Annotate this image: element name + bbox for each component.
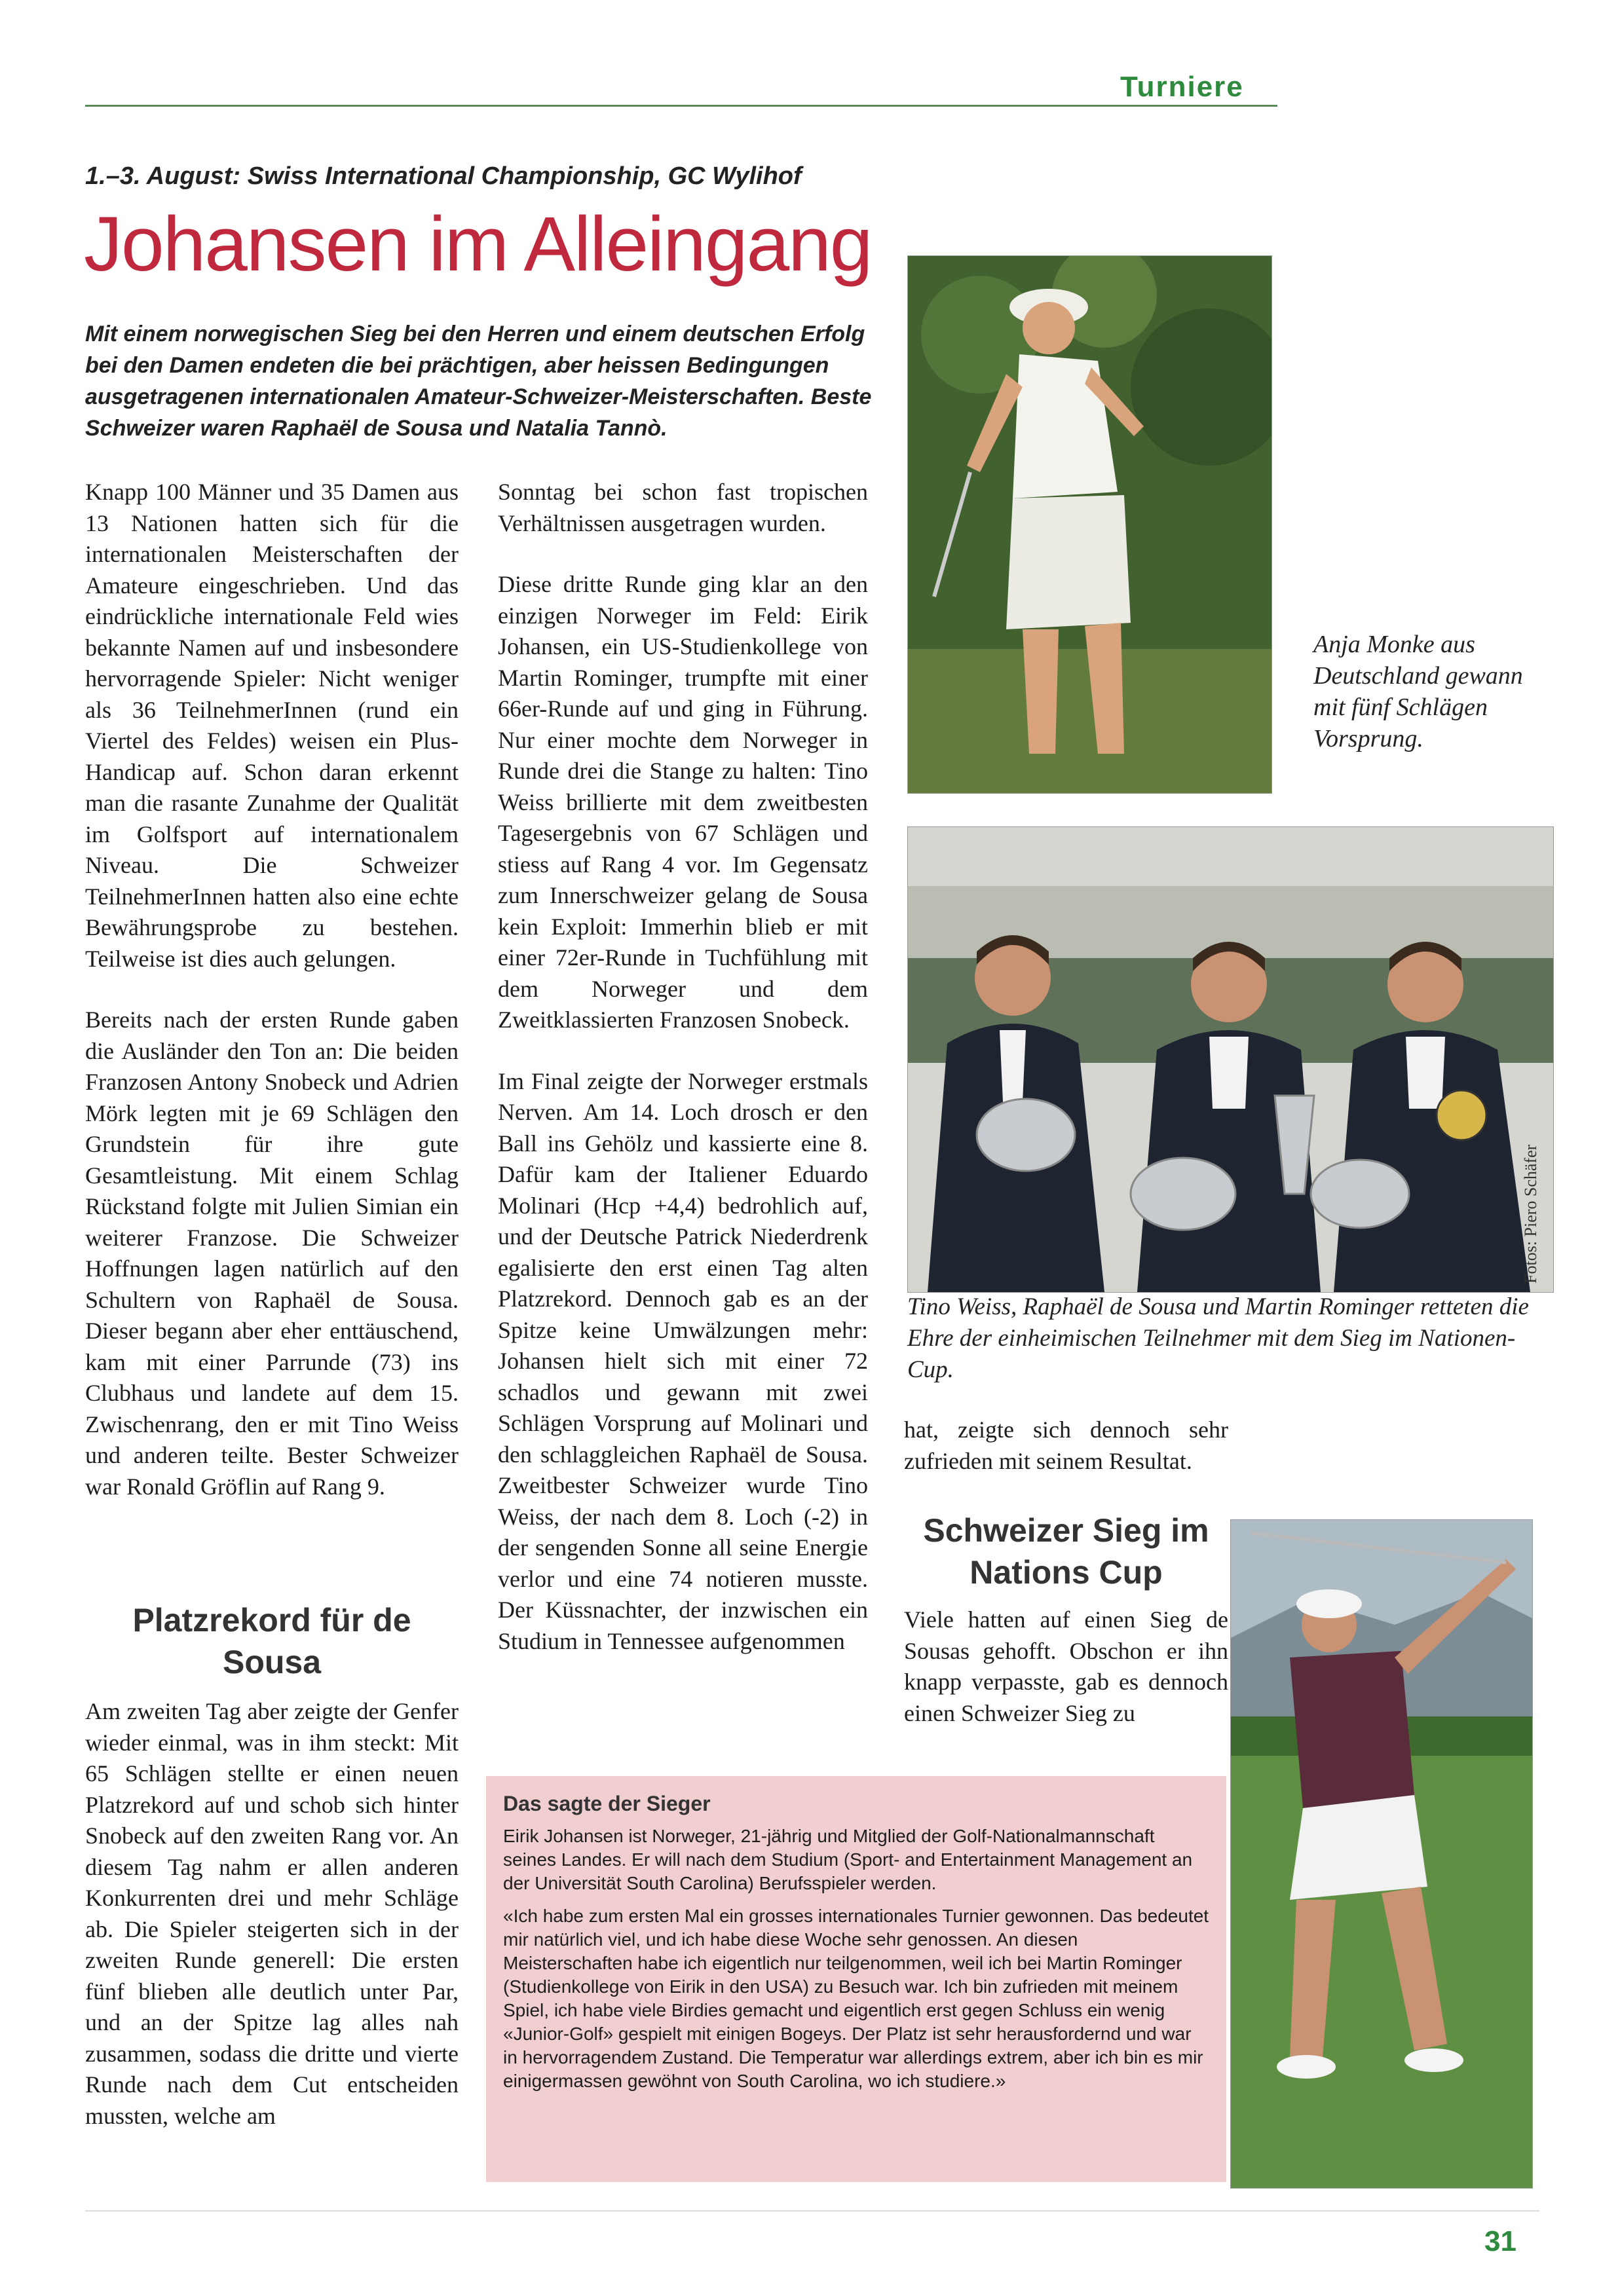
footer-rule bbox=[85, 2210, 1539, 2212]
header-rule bbox=[85, 105, 1277, 107]
paragraph: Bereits nach der ersten Runde gaben die Ausländer den Ton an: Die beiden Franzosen Antony Snobeck und Adrien Mörk legten mit je 69 Schlägen den Grundstein für ihre gute Gesamtleistung. Mit einem Schlag Rückstand folgte mit Julien Simian ein weiterer Franzose. Die Schweizer Hoffnungen lagen natürlich auf den Schultern von Raphaël de Sousa. Dieser begann aber eher enttäuschend, kam mit einer Parrunde (73) ins Clubhaus und landete auf dem 15. Zwischenrang, den er mit Tino Weiss und anderen teilte. Bester Schweizer war Ronald Gröflin auf Rang 9. bbox=[85, 1007, 459, 1500]
column-2 bbox=[498, 477, 868, 1687]
paragraph: Diese dritte Runde ging klar an den einzigen Norweger im Feld: Eirik Johansen, ein US-Studienkollege von Martin Rominger, trumpfte mit einer 66er-Runde auf und ging in Führung. Nur einer mochte dem Norweger in Runde drei die Stange zu halten: Tino Weiss brillierte mit dem zweitbesten Tagesergebnis von 67 Schlägen und stiess auf Rang 4 vor. Im Gegensatz zum Innerschweizer gelang de Sousa kein Exploit: Immerhin blieb er mit einer 72er-Runde in Tuchfühlung mit dem Norweger und dem Zweitklassierten Franzosen Snobeck. bbox=[498, 571, 868, 1033]
golfer-man-illustration bbox=[1231, 1520, 1532, 2188]
paragraph: Sonntag bei schon fast tropischen Verhältnissen ausgetragen wurden. bbox=[498, 479, 868, 536]
column-3-continued bbox=[904, 1604, 1228, 1759]
page-number: 31 bbox=[1484, 2225, 1516, 2257]
article-lead: Mit einem norwegischen Sieg bei den Herren und einem deutschen Erfolg bei den Damen endeten die bei prächtigen, aber heissen Bedingungen ausgetragenen internationalen Amateur-Schweizer-Meisterschaften. Beste Schweizer waren Raphaël de Sousa und Natalia Tannò. bbox=[85, 322, 872, 441]
sidebar-quote: «Ich habe zum ersten Mal ein grosses internationales Turnier gewonnen. Das bedeutet mir natürlich viel, und ich habe diese Woche sehr genossen. An diesen Meisterschaften habe ich eigentlich nur teilgenommen, weil ich bei Martin Rominger (Studienkollege von Eirik in den USA) zu Besuch war. Ich bin zufrieden mit meinem Spiel, ich habe viele Birdies gemacht und eigentlich erst gegen Schluss ein wenig «Junior-Golf» gespielt mit einigen Bogeys. Der Platz ist sehr herausfordernd und war in hervorragendem Zustand. Die Temperatur war allerdings extrem, aber ich bin es mir einigermassen gewöhnt von South Carolina, wo ich studiere.» bbox=[503, 1906, 1209, 2091]
subhead-platzrekord: Platzrekord für de Sousa bbox=[132, 1602, 411, 1680]
column-1 bbox=[85, 477, 459, 1532]
column-1-continued bbox=[85, 1696, 459, 2162]
sidebar-title: Das sagte der Sieger bbox=[503, 1792, 711, 1815]
paragraph: Viele hatten auf einen Sieg de Sousas gehofft. Obschon er ihn knapp verpasste, gab es dennoch einen Schweizer Sieg zu bbox=[904, 1606, 1228, 1726]
column-3 bbox=[904, 1415, 1228, 1507]
photo-credit: Fotos: Piero Schäfer bbox=[1521, 1144, 1540, 1284]
article-headline: Johansen im Alleingang bbox=[84, 201, 872, 287]
photo-golfer-swing bbox=[1230, 1519, 1533, 2189]
paragraph: Im Final zeigte der Norweger erstmals Nerven. Am 14. Loch drosch er den Ball ins Gehölz und kassierte eine 8. Dafür kam der Italiener Eduardo Molinari (Hcp +4,4) bedrohlich auf, und der Deutsche Patrick Niederdrenk egalisierte den erst einen Tag alten Platzrekord. Dennoch gab es an der Spitze keine Umwälzungen mehr: Johansen hielt sich mit einer 72 schadlos und gewann mit zwei Schlägen Vorsprung auf Molinari und den schlaggleichen Raphaël de Sousa. Zweitbester Schweizer wurde Tino Weiss, der nach dem 8. Loch (-2) in der sengenden Sonne all seine Energie verlor und eine 74 notieren musste. Der Küssnachter, der inzwischen ein Studium in Tennessee aufgenommen bbox=[498, 1067, 868, 1654]
paragraph: hat, zeigte sich dennoch sehr zufrieden mit seinem Resultat. bbox=[904, 1416, 1228, 1474]
caption-nations-cup: Tino Weiss, Raphaël de Sousa und Martin Rominger retteten die Ehre der einheimischen Teilnehmer mit dem Sieg im Nationen-Cup. bbox=[907, 1293, 1529, 1383]
caption-monke: Anja Monke aus Deutschland gewann mit fünf Schlägen Vorsprung. bbox=[1313, 631, 1523, 752]
sidebar-intro: Eirik Johansen ist Norweger, 21-jährig und Mitglied der Golf-Nationalmannschaft seines Landes. Er will nach dem Studium (Sport- and Entertainment Management an der Universität South Carolina) Berufsspieler werden. bbox=[503, 1826, 1193, 1893]
paragraph: Am zweiten Tag aber zeigte der Genfer wieder einmal, was in ihm steckt: Mit 65 Schlägen stellte er einen neuen Platzrekord auf und schob sich hinter Snobeck auf den zweiten Rang vor. An diesem Tag nahm er allen anderen Konkurrenten drei und mehr Schläge ab. Die Spieler steigerten sich in der zweiten Runde generell: Die ersten fünf blieben alle deutlich unter Par, und an der Spitze lag alles nah zusammen, sodass die dritte und vierte Runde nach dem Cut entscheiden mussten, welche am bbox=[85, 1698, 459, 2129]
trophy-team-illustration bbox=[908, 827, 1553, 1292]
golfer-woman-illustration bbox=[908, 256, 1271, 793]
photo-anja-monke bbox=[907, 255, 1272, 794]
subhead-nations-cup: Schweizer Sieg im Nations Cup bbox=[923, 1512, 1209, 1591]
article-kicker: 1.–3. August: Swiss International Championship, GC Wylihof bbox=[85, 162, 802, 190]
sidebar-winner-quote bbox=[486, 1776, 1226, 2182]
photo-nations-cup-team bbox=[907, 826, 1554, 1293]
section-label: Turniere bbox=[1120, 71, 1244, 103]
paragraph: Knapp 100 Männer und 35 Damen aus 13 Nationen hatten sich für die internationalen Meisterschaften der Amateure eingeschrieben. Und das eindrückliche internationale Feld wies bekannte Namen auf und insbesondere hervorragende Spieler: Nicht weniger als 36 TeilnehmerInnen (rund ein Viertel des Feldes) weisen ein Plus-Handicap auf. Schon daran erkennt man die rasante Zunahme der Qualität im Golfsport auf internationalem Niveau. Die Schweizer TeilnehmerInnen hatten also eine echte Bewährungsprobe zu bestehen. Teilweise ist dies auch gelungen. bbox=[85, 479, 459, 972]
